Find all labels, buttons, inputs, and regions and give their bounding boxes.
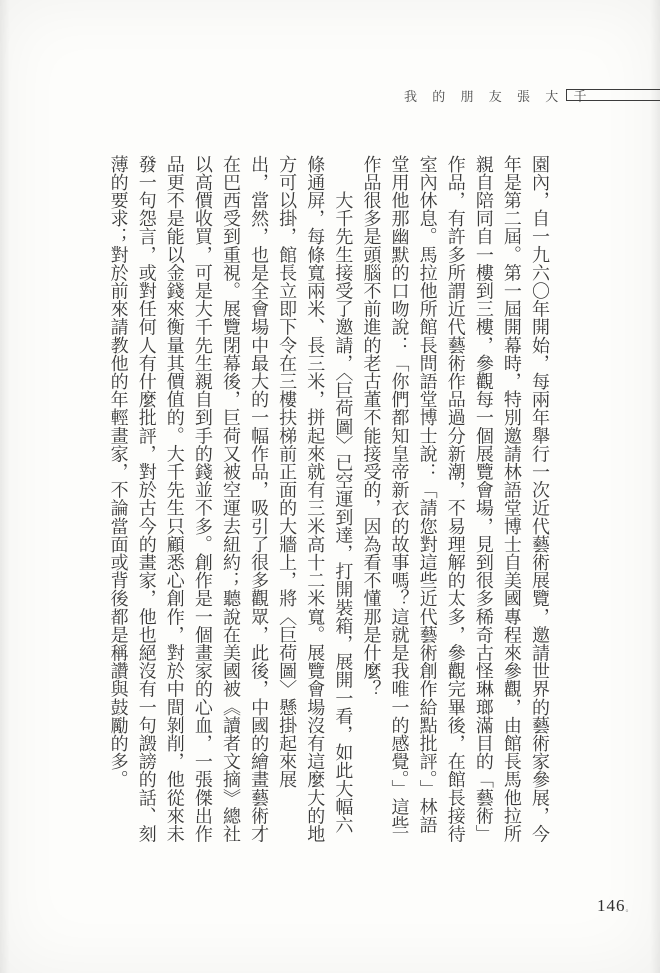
text-column: 親自陪同自一樓到三樓，參觀每一個展覽會場，見到很多稀奇古怪琳瑯滿目的「藝術」 [473, 155, 494, 843]
text-column: 年是第二屆。第一屆開幕時，特別邀請林語堂博士自美國專程來參觀，由館長馬他拉所 [501, 155, 522, 843]
text-column: 薄的要求；對於前來請教他的年輕畫家，不論當面或背後都是稱讚與鼓勵的多。 [108, 155, 129, 789]
page-number-mark: 。 [625, 904, 635, 913]
scan-edge-shading-left [0, 0, 10, 973]
text-column: 園內，自一九六〇年開始，每兩年舉行一次近代藝術展覽，邀請世界的藝術家參展，今 [530, 155, 550, 843]
text-column: 品更不是能以金錢來衡量其價值的。大千先生只顧悉心創作，對於中間剝削，他從來未 [164, 155, 185, 843]
text-column: 堂用他那幽默的口吻說：「你們都知皇帝新衣的故事嗎？這就是我唯一的感覺。」這些 [389, 155, 410, 834]
text-column: 出，當然，也是全會場中最大的一幅作品，吸引了很多觀眾，此後，中國的繪畫藝術才 [249, 155, 270, 843]
body-text-block [104, 155, 554, 845]
text-column: 以高價收買，可是大千先生親自到手的錢並不多。創作是一個畫家的心血，一張傑出作 [192, 155, 213, 843]
text-column: 作品，有許多所謂近代藝術作品過分新潮，不易理解的太多，參觀完畢後，在館長接待 [445, 155, 466, 843]
text-column: 發一句怨言，或對任何人有什麼批評，對於古今的畫家，他也絕沒有一句譭謗的話、刻 [136, 155, 157, 843]
text-column: 作品很多是頭腦不前進的老古董不能接受的，因為看不懂那是什麼？ [361, 155, 382, 698]
text-column: 條通屏，每條寬兩米、長三米，拼起來就有三米高十二米寬。展覽會場沒有這麼大的地 [305, 155, 326, 843]
scan-edge-shading-right [650, 0, 660, 973]
page-number [597, 896, 635, 916]
text-column: 在巴西受到重視。展覽閉幕後，巨荷又被空運去紐約；聽說在美國被《讀者文摘》總社 [220, 155, 241, 843]
header-rule-box [566, 89, 660, 101]
text-column: 室內休息。馬拉他所館長問語堂博士說：「請您對這些近代藝術創作給點批評。」林語 [417, 155, 438, 834]
running-head-title: 我 的 朋 友 張 大 千 [404, 89, 593, 104]
text-column: 方可以掛，館長立即下令在三樓扶梯前正面的大牆上，將〈巨荷圖〉懸掛起來展 [277, 155, 298, 789]
page-number-value: 146 [597, 896, 626, 915]
text-column: 大千先生接受了邀請，〈巨荷圖〉已空運到達，打開裝箱，展開一看，如此大幅六 [333, 155, 354, 834]
